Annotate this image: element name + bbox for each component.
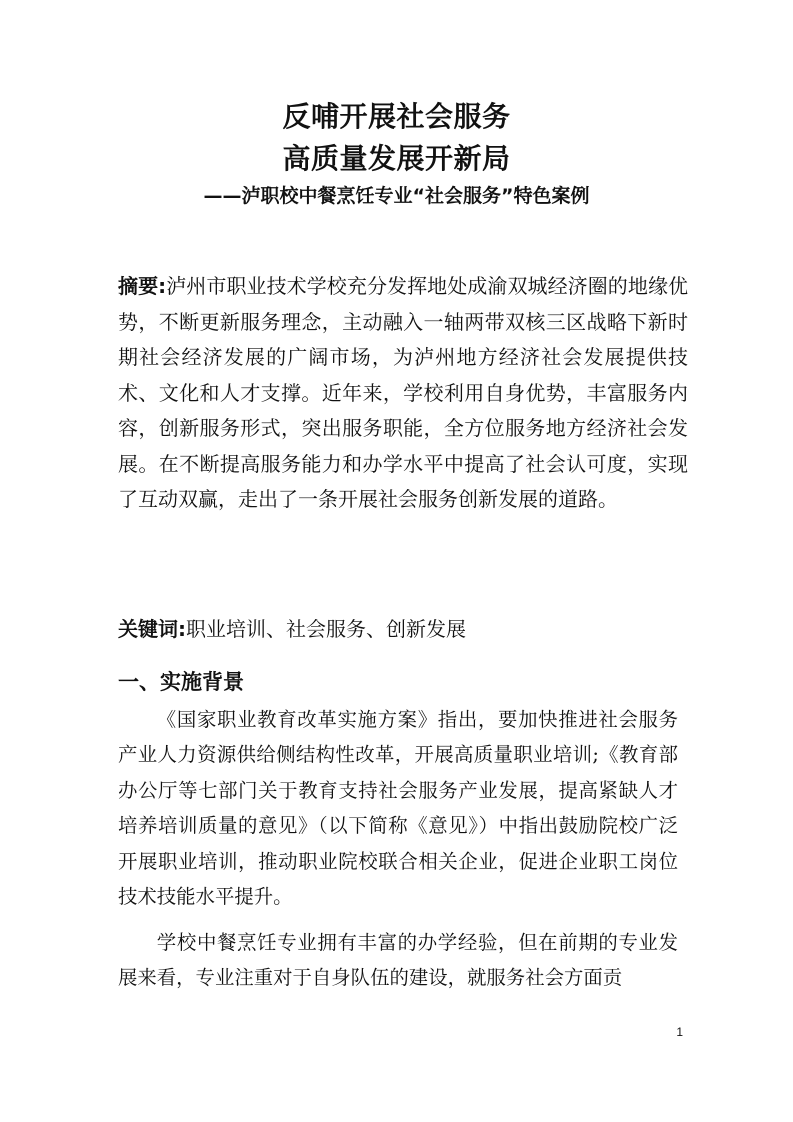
document-title-line-1: 反哺开展社会服务 [282, 100, 511, 133]
keywords-text: 职业培训、社会服务、创新发展 [186, 617, 466, 641]
section-heading-background: 一、实施背景 [118, 670, 244, 694]
document-title-line-2: 高质量发展开新局 [282, 142, 511, 175]
page-number: 1 [676, 1025, 683, 1039]
abstract-paragraph [118, 269, 688, 518]
abstract-text: 泸州市职业技术学校充分发挥地处成渝双城经济圈的地缘优势，不断更新服务理念，主动融入一轴两带双核三区战略下新时期社会经济发展的广阔市场，为泸州地方经济社会发展提供技术、文化和人才支撑。近年来，学校利用自身优势，丰富服务内容，创新服务形式，突出服务职能，全方位服务地方经济社会发展。在不断提高服务能力和办学水平中提高了社会认可度，实现了互动双赢，走出了一条开展社会服务创新发展的道路。 [118, 274, 689, 511]
keywords-line [118, 614, 688, 644]
body-paragraph: 学校中餐烹饪专业拥有丰富的办学经验，但在前期的专业发展来看，专业注重对于自身队伍的建设，就服务社会方面贡 [118, 931, 678, 990]
document-subtitle: ——泸职校中餐烹饪专业“社会服务”特色案例 [203, 185, 590, 207]
abstract-label: 摘要: [118, 274, 167, 298]
body-paragraph: 《国家职业教育改革实施方案》指出，要加快推进社会服务产业人力资源供给侧结构性改革，开展高质量职业培训;《教育部办公厅等七部门关于教育支持社会服务产业发展，提高紧缺人才培养培训质量的意见》（以下简称《意见》）中指出鼓励院校广泛开展职业培训，推动职业院校联合相关企业，促进企业职工岗位技术技能水平提升。 [118, 708, 678, 909]
keywords-label: 关键词: [118, 617, 186, 641]
